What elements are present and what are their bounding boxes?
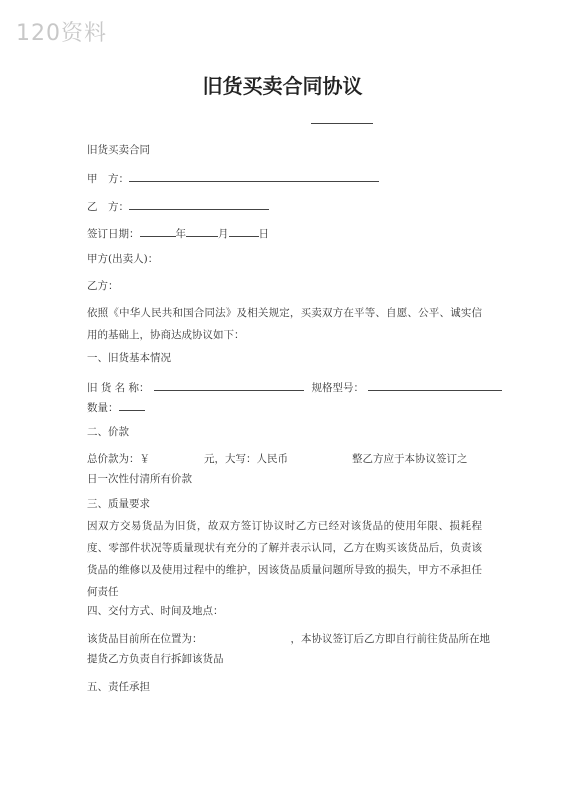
buyer-label: 乙方： bbox=[87, 280, 119, 292]
party-a-label: 甲 方： bbox=[87, 173, 129, 185]
section-4-text-1: ，本协议签订后乙方即自行前往货品所在地 bbox=[290, 633, 490, 645]
year-blank bbox=[140, 225, 176, 237]
party-a-blank bbox=[129, 170, 379, 182]
goods-name-blank bbox=[154, 379, 304, 391]
location-label: 该货品目前所在位置为： bbox=[87, 633, 203, 645]
goods-name-label: 旧 货 名 称： bbox=[87, 382, 150, 394]
contract-subtitle: 旧货买卖合同 bbox=[87, 144, 150, 156]
quantity-line bbox=[87, 399, 145, 415]
year-label: 年 bbox=[175, 228, 186, 240]
section-5-heading: 五、责任承担 bbox=[87, 681, 150, 693]
party-b-line bbox=[87, 198, 269, 214]
price-tail-1: 整乙方应于本协议签订之 bbox=[352, 453, 468, 465]
party-b-label: 乙 方： bbox=[87, 201, 129, 213]
section-3-paragraph: 因双方交易货品为旧货，故双方签订协议时乙方已经对该货品的使用年限、损耗程度、零部件状况等质量现状有充分的了解并表示认同，乙方在购买该货品后，负责该货品的维修以及使用过程中的维护，因该货品质量问题所导致的损失，甲方不承担任何责任 bbox=[87, 520, 482, 598]
price-total-label: 总价款为：￥ bbox=[87, 453, 150, 465]
section-2-heading: 二、价款 bbox=[87, 426, 129, 438]
price-tail-2: 日一次性付清所有价款 bbox=[87, 473, 192, 485]
section-4-heading: 四、交付方式、时间及地点： bbox=[87, 605, 224, 617]
watermark: 120资料 bbox=[16, 21, 107, 46]
section-1-heading: 一、旧货基本情况 bbox=[87, 352, 171, 364]
model-blank bbox=[368, 379, 502, 391]
title-underline bbox=[311, 123, 373, 124]
quantity-label: 数量： bbox=[87, 402, 119, 414]
month-label: 月 bbox=[218, 228, 229, 240]
quantity-blank bbox=[119, 399, 145, 411]
price-yuan-label: 元，大写：人民币 bbox=[204, 453, 288, 465]
intro-paragraph: 依照《中华人民共和国合同法》及相关规定，买卖双方在平等、自愿、公平、诚实信用的基础上，协商达成协议如下： bbox=[87, 307, 482, 341]
party-a-line bbox=[87, 170, 379, 186]
price-line-1 bbox=[87, 452, 468, 466]
seller-label: 甲方(出卖人)： bbox=[87, 253, 159, 265]
month-blank bbox=[186, 225, 218, 237]
document-title: 旧货买卖合同协议 bbox=[202, 74, 363, 98]
sign-date-line bbox=[87, 225, 269, 241]
section-4-text-2: 提货乙方负责自行拆卸该货品 bbox=[87, 653, 224, 665]
day-blank bbox=[229, 225, 259, 237]
goods-info-line bbox=[87, 379, 502, 395]
location-line bbox=[87, 632, 490, 646]
day-label: 日 bbox=[258, 228, 269, 240]
model-label: 规格型号： bbox=[311, 382, 365, 394]
sign-date-label: 签订日期： bbox=[87, 228, 140, 240]
section-3-heading: 三、质量要求 bbox=[87, 498, 150, 510]
party-b-blank bbox=[129, 198, 269, 210]
